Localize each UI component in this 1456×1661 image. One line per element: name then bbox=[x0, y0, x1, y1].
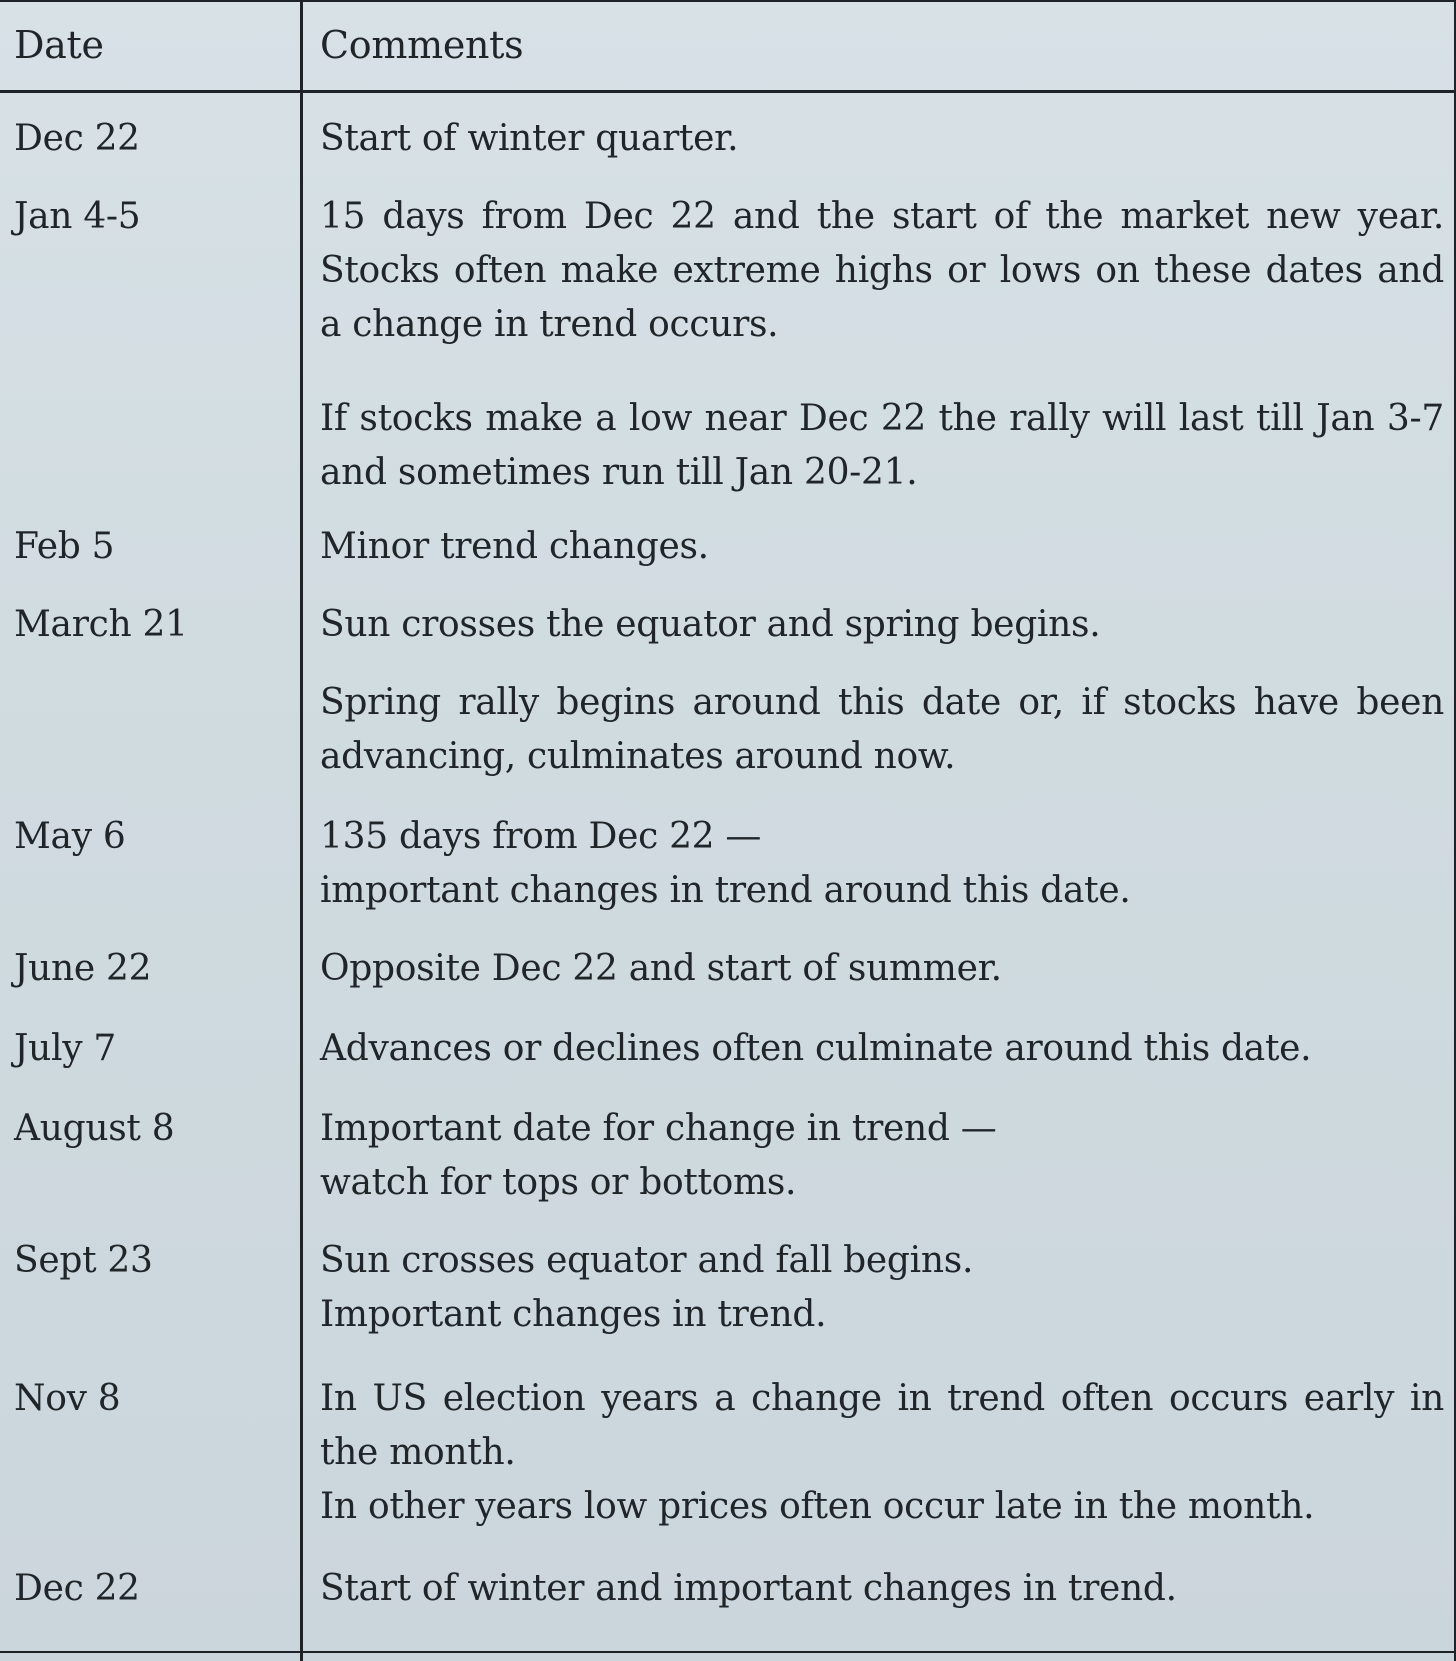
row-comment-continued: important changes in trend around this date. bbox=[320, 870, 1131, 911]
row-comment: 15 days from Dec 22 and the start of the market new year. Stocks often make extreme highs or lows on these dates and a change in trend occurs. bbox=[320, 196, 1444, 345]
row-comment-continued: watch for tops or bottoms. bbox=[320, 1162, 797, 1203]
row-comment: Important date for change in trend — bbox=[320, 1108, 997, 1149]
row-comment: Advances or declines often culminate around this date. bbox=[320, 1028, 1312, 1069]
row-comment-continued: Important changes in trend. bbox=[320, 1294, 827, 1335]
row-comment: Opposite Dec 22 and start of summer. bbox=[320, 948, 1002, 989]
row-comment: 135 days from Dec 22 — bbox=[320, 816, 762, 857]
row-date: July 7 bbox=[14, 1028, 117, 1069]
row-date: Nov 8 bbox=[14, 1378, 121, 1419]
header-divider bbox=[0, 90, 1456, 93]
row-comment: Start of winter quarter. bbox=[320, 118, 739, 159]
row-date: Sept 23 bbox=[14, 1240, 153, 1281]
row-comment: Sun crosses the equator and spring begins. bbox=[320, 604, 1101, 645]
table-bottom-border bbox=[0, 1651, 1456, 1653]
row-date: Dec 22 bbox=[14, 118, 140, 159]
row-comment-continued: In other years low prices often occur late in the month. bbox=[320, 1486, 1315, 1527]
row-date: August 8 bbox=[14, 1108, 175, 1149]
column-divider bbox=[300, 0, 303, 1661]
row-date: March 21 bbox=[14, 604, 188, 645]
row-comment: Sun crosses equator and fall begins. bbox=[320, 1240, 974, 1281]
header-date: Date bbox=[14, 23, 104, 67]
row-comment: Minor trend changes. bbox=[320, 526, 709, 567]
row-date: Feb 5 bbox=[14, 526, 115, 567]
row-date: May 6 bbox=[14, 816, 126, 857]
table-top-border bbox=[0, 0, 1456, 2]
row-comment: In US election years a change in trend often occurs early in the month. bbox=[320, 1378, 1444, 1473]
row-date: Dec 22 bbox=[14, 1568, 140, 1609]
row-comment: Spring rally begins around this date or, if stocks have been advancing, culminates around now. bbox=[320, 682, 1444, 777]
row-comment: If stocks make a low near Dec 22 the rally will last till Jan 3-7 and sometimes run till Jan 20-21. bbox=[320, 398, 1444, 493]
row-comment: Start of winter and important changes in trend. bbox=[320, 1568, 1177, 1609]
row-date: Jan 4-5 bbox=[14, 196, 141, 237]
header-comments: Comments bbox=[320, 23, 524, 67]
row-date: June 22 bbox=[14, 948, 152, 989]
